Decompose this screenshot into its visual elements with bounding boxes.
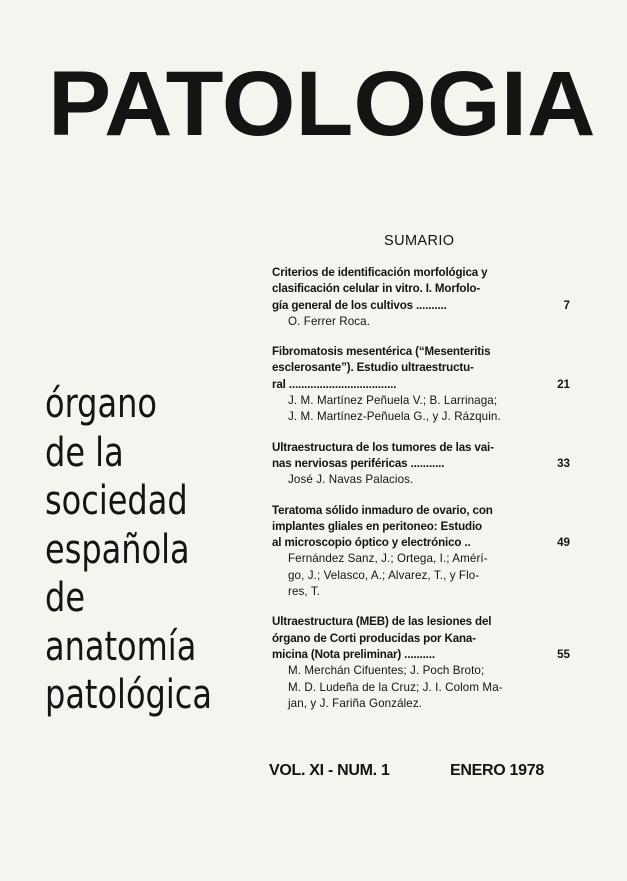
toc-entry: [272, 614, 572, 712]
tagline-line: anatomía: [45, 623, 197, 670]
toc-title-line: Ultraestructura de los tumores de las vai-: [272, 440, 494, 454]
toc-entry: [272, 265, 572, 330]
toc-title-line: clasificación celular in vitro. I. Morfolo-: [272, 282, 481, 296]
toc-author-line: Fernández Sanz, J.; Ortega, I.; Amérí-: [288, 552, 488, 566]
toc-title-line: al microscopio óptico y electrónico ..: [272, 536, 471, 550]
toc-page-number: 49: [557, 536, 570, 550]
journal-title: PATOLOGIA: [48, 53, 596, 155]
toc-entry: [272, 344, 572, 425]
toc-author-line: J. M. Martínez Peñuela V.; B. Larrinaga;: [288, 394, 498, 408]
tagline-line: órgano: [45, 381, 157, 427]
toc-title-line: esclerosante”). Estudio ultraestructu-: [272, 361, 474, 375]
volume-issue: VOL. XI - NUM. 1: [269, 762, 390, 779]
toc-author-line: J. M. Martínez-Peñuela G., y J. Rázquin.: [288, 410, 501, 424]
tagline-line: de la: [45, 429, 124, 476]
toc-title-line: implantes gliales en peritoneo: Estudio: [272, 519, 482, 533]
toc-page-number: 55: [557, 647, 570, 661]
sumario-heading: SUMARIO: [384, 233, 455, 249]
society-tagline: [45, 380, 212, 720]
tagline-line: de: [45, 575, 85, 621]
toc-author-line: O. Ferrer Roca.: [288, 314, 371, 328]
tagline-line: sociedad: [45, 478, 188, 524]
toc-page-number: 33: [557, 456, 570, 470]
toc-author-line: jan, y J. Fariña González.: [288, 696, 423, 710]
toc-author-line: M. D. Ludeña de la Cruz; J. I. Colom Ma-: [288, 680, 503, 694]
toc-entry: [272, 503, 572, 601]
toc-title-line: Teratoma sólido inmaduro de ovario, con: [272, 503, 493, 517]
toc-title-line: micina (Nota preliminar) ..........: [272, 647, 435, 661]
toc-author-line: res, T.: [288, 585, 321, 599]
toc-author-line: M. Merchán Cifuentes; J. Poch Broto;: [288, 664, 485, 678]
issue-date: ENERO 1978: [450, 762, 544, 779]
toc-title-line: Fibromatosis mesentérica (“Mesenteritis: [272, 345, 491, 359]
toc-author-line: José J. Navas Palacios.: [288, 473, 414, 487]
toc-title-line: nas nerviosas periféricas ...........: [272, 456, 445, 470]
tagline-line: patológica: [45, 672, 212, 718]
tagline-line: española: [45, 526, 190, 573]
toc-title-line: gía general de los cultivos ..........: [272, 298, 447, 312]
toc-title-line: ral ...................................: [272, 377, 397, 391]
toc-title-line: órgano de Corti producidas por Kana-: [272, 631, 476, 645]
toc-author-line: go, J.; Velasco, A.; Alvarez, T., y Flo-: [288, 568, 480, 582]
toc-entry: [272, 440, 572, 489]
toc-page-number: 7: [563, 298, 570, 312]
toc-title-line: Criterios de identificación morfológica y: [272, 266, 488, 279]
toc-title-line: Ultraestructura (MEB) de las lesiones del: [272, 615, 492, 629]
table-of-contents: [272, 265, 572, 726]
toc-page-number: 21: [557, 377, 570, 391]
